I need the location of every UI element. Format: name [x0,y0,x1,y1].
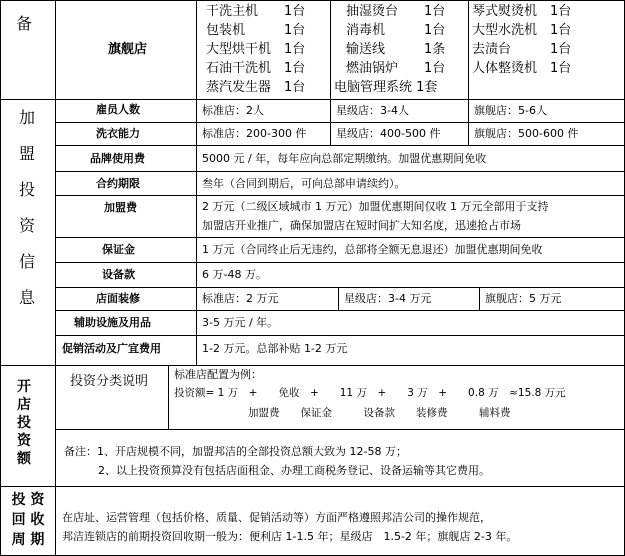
equip-item: 去渍台 1台 [472,42,572,57]
opening-note1: 备注：1、开店规模不同，加盟邦洁的全部投资总额大致为 12-58 万； [64,445,407,458]
section-char: 开 [17,379,31,395]
section-char: 店 [17,397,31,413]
row-line [55,287,625,288]
contract-value: 叁年（合同到期后，可向总部申请续约）。 [202,177,406,190]
promo-value: 1-2 万元。总部补贴 1-2 万元 [202,342,348,355]
section-line: 回 收 [11,512,45,528]
row-line [0,486,625,487]
row-label-franchise-fee: 加盟费 [104,201,137,214]
equip-item: 燃油锅炉 1台 [346,61,446,76]
equip-item: 抽湿烫台 1台 [346,4,446,19]
decoration-star: 星级店：3-4 万元 [344,292,432,305]
equip-item: 蒸汽发生器 1台 [206,80,306,95]
equip-item: 电脑管理系统 1套 [334,80,438,95]
row-line [55,335,625,336]
equip-item: 大型烘干机 1台 [206,42,306,57]
row-label-deposit: 保证金 [102,243,135,256]
row-line [0,99,625,100]
equipment-value: 6 万-48 万。 [202,268,267,281]
staff-flagship: 旗舰店：5-6人 [474,104,547,117]
border-top [0,0,625,1]
row-line [55,195,625,196]
brand-fee-value: 5000 元 / 年，每年应向总部定期缴纳。加盟优惠期间免收 [202,152,487,165]
flagship-label: 旗舰店 [108,42,148,57]
section-line: 投 资 [11,492,45,508]
capacity-star: 星级店：400-500 件 [336,127,441,140]
row-line [55,122,625,123]
section-char: 信 [18,252,35,271]
row-line [55,237,625,238]
payback-line2: 邦洁连锁店的前期投资回收期一般为：便利店 1-1.5 年；星级店 1.5-2 年；旗舰店 2-3 年。 [62,530,518,543]
section-char: 加 [18,108,35,127]
col-divider-deco-a [338,287,339,310]
row-line [55,429,625,430]
row-line [55,262,625,263]
capacity-standard: 标准店：200-300 件 [202,127,307,140]
equip-item: 输送线 1条 [346,42,446,57]
opening-title: 投资分类说明 [70,374,149,389]
payback-line1: 在店址、运营管理（包括价格、质量、促销活动等）方面严格遵照邦洁公司的操作规范， [62,511,491,524]
section-char: 盟 [18,144,35,163]
section-label-investment [16,108,38,308]
col-divider-equip-2 [330,0,331,99]
row-line [0,365,625,366]
capacity-flagship: 旗舰店：500-600 件 [474,127,579,140]
row-line [55,171,625,172]
row-label-capacity: 洗衣能力 [96,127,140,140]
row-line [55,310,625,311]
col-divider-deco-b [479,287,480,310]
deposit-value: 1 万元（合同终止后无违约，总部将全额无息退还）加盟优惠期间免收 [202,243,543,256]
section-label-opening [13,378,35,468]
opening-note2: 2、以上投资预算没有包括店面租金、办理工商税务登记、设备运输等其它费用。 [98,464,490,477]
equip-item: 消毒机 1台 [346,23,446,38]
decoration-standard: 标准店：2 万元 [202,292,279,305]
equip-item: 人体整烫机 1台 [472,61,572,76]
franchise-fee-line2: 加盟店开业推广，确保加盟店在短时间扩大知名度，迅速抢占市场 [202,219,521,232]
row-label-promo: 促销活动及广宜费用 [62,342,161,355]
decoration-flagship: 旗舰店：5 万元 [485,292,562,305]
equip-item: 石油干洗机 1台 [206,61,306,76]
franchise-fee-line1: 2 万元（二级区域城市 1 万元）加盟优惠期间仅收 1 万元全部用于支持 [202,200,549,213]
opening-formula: 投资额= 1 万 + 免收 + 11 万 + 3 万 + 0.8 万 ≈15.8 万元 [174,387,566,399]
staff-star: 星级店：3-4人 [336,104,409,117]
row-label-contract: 合约期限 [96,177,140,190]
equip-item: 大型水洗机 1台 [472,23,572,38]
staff-standard: 标准店：2人 [202,104,264,117]
equip-item: 干洗主机 1台 [206,4,306,19]
equip-item: 琴式熨烫机 1台 [472,4,572,19]
row-label-brand-fee: 品牌使用费 [90,152,145,165]
col-divider-opening [168,365,169,429]
col-divider-equip-3 [468,0,469,99]
equip-item: 包装机 1台 [206,23,306,38]
row-line [55,145,625,146]
section-label-top: 备 [16,14,33,33]
col-divider-label [55,0,56,556]
section-char: 息 [18,288,35,307]
section-char: 投 [18,180,35,199]
row-label-decoration: 店面装修 [96,292,140,305]
border-left [0,0,1,556]
aux-value: 3-5 万元 / 年。 [202,316,279,329]
section-char: 投 [17,415,31,431]
section-char: 额 [17,451,31,467]
section-char: 资 [18,216,35,235]
section-char: 资 [17,433,31,449]
section-line: 周 期 [11,532,45,548]
section-label-payback [4,490,52,550]
row-label-staff: 雇员人数 [96,103,140,116]
row-label-aux: 辅助设施及用品 [74,316,151,329]
opening-terms: 加盟费 保证金 设备款 装修费 辅料费 [248,407,511,419]
opening-example-head: 标准店配置为例： [174,368,262,381]
row-label-equipment: 设备款 [102,268,135,281]
